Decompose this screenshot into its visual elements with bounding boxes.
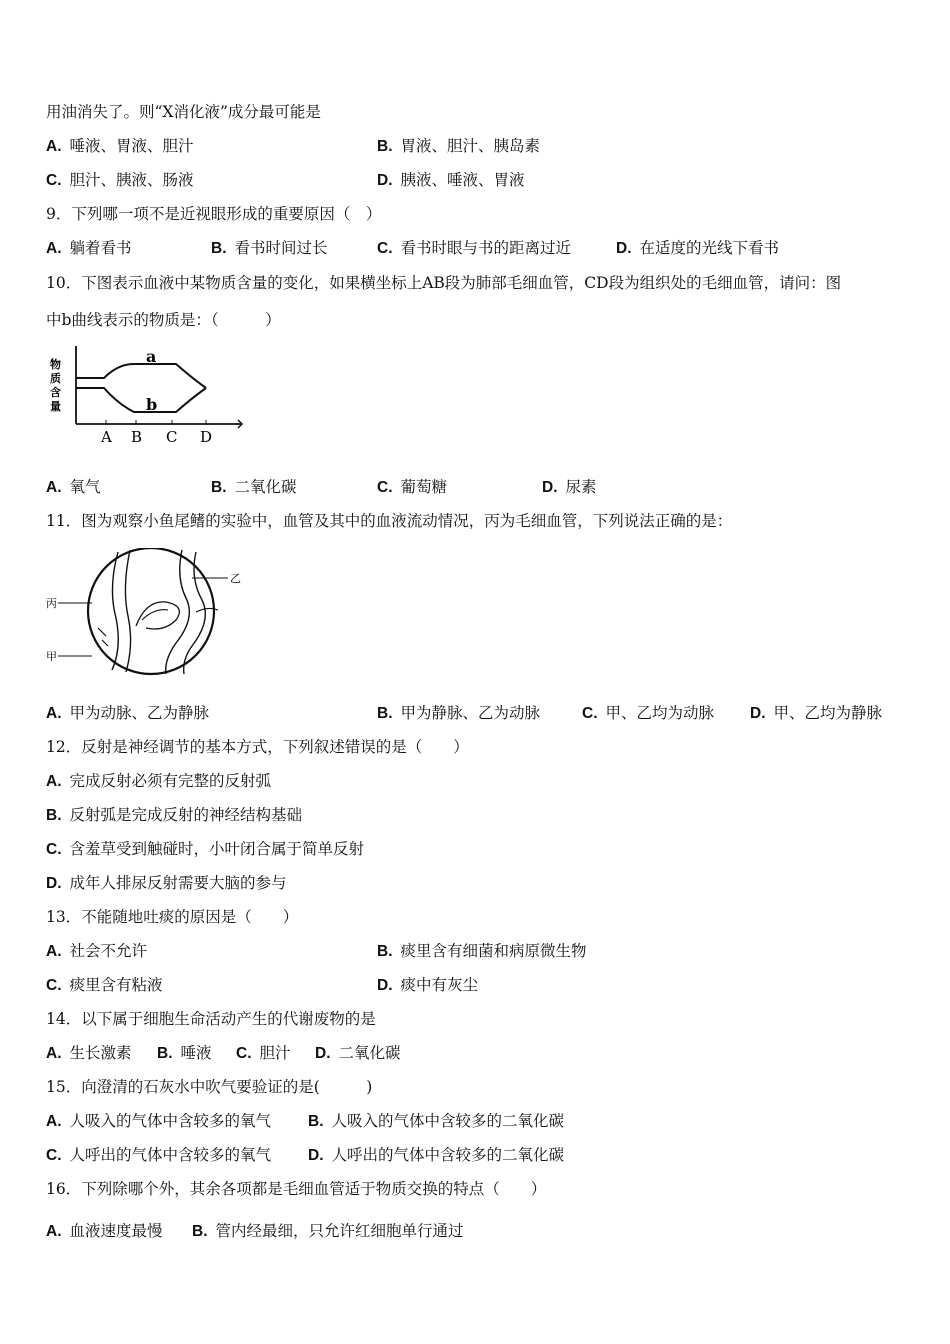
q15-stem: 15．向澄清的石灰水中吹气要验证的是( )	[46, 1078, 373, 1096]
q14-option-d[interactable]: D. 二氧化碳	[315, 1044, 401, 1062]
vessel-line	[166, 550, 190, 674]
q10-stem-line1: 10．下图表示血液中某物质含量的变化，如果横坐标上AB段为肺部毛细血管，CD段为组织处的毛细血管，请问：图	[46, 274, 842, 292]
q11-stem: 11．图为观察小鱼尾鳍的实验中，血管及其中的血液流动情况，丙为毛细血管，下列说法正确的是：	[46, 512, 733, 530]
q15-option-d[interactable]: D. 人呼出的气体中含较多的二氧化碳	[308, 1146, 565, 1164]
x-tick-label: A	[101, 428, 112, 446]
q8-option-d[interactable]: D. 胰液、唾液、胃液	[377, 171, 525, 189]
label-yi: 乙	[230, 572, 241, 585]
capillary	[136, 602, 179, 629]
q12-option-d[interactable]: D. 成年人排尿反射需要大脑的参与	[46, 874, 287, 892]
flow-arrow	[98, 628, 108, 646]
ylabel-char: 量	[50, 400, 61, 413]
q8-option-a[interactable]: A. 唾液、胃液、胆汁	[46, 137, 194, 155]
q15-option-a[interactable]: A. 人吸入的气体中含较多的氧气	[46, 1112, 272, 1130]
q9-option-c[interactable]: C. 看书时眼与书的距离过近	[377, 239, 572, 257]
label-bing: 丙	[46, 597, 57, 610]
q11-option-c[interactable]: C. 甲、乙均为动脉	[582, 704, 715, 722]
q11-option-b[interactable]: B. 甲为静脉、乙为动脉	[377, 704, 541, 722]
q12-option-b[interactable]: B. 反射弧是完成反射的神经结构基础	[46, 806, 303, 824]
q10-option-d[interactable]: D. 尿素	[542, 478, 597, 496]
vessel-line	[125, 550, 130, 672]
q12-stem: 12．反射是神经调节的基本方式，下列叙述错误的是（ ）	[46, 738, 469, 756]
microscope-view-circle	[88, 548, 214, 674]
vessel-line	[112, 552, 118, 670]
intro-text: 用油消失了。则“X消化液”成分最可能是	[46, 103, 321, 121]
q9-option-d[interactable]: D. 在适度的光线下看书	[616, 239, 780, 257]
q14-option-c[interactable]: C. 胆汁	[236, 1044, 291, 1062]
q10-option-a[interactable]: A. 氧气	[46, 478, 101, 496]
q13-option-d[interactable]: D. 痰中有灰尘	[377, 976, 479, 994]
q15-option-b[interactable]: B. 人吸入的气体中含较多的二氧化碳	[308, 1112, 565, 1130]
q8-option-b[interactable]: B. 胃液、胆汁、胰岛素	[377, 137, 541, 155]
q14-stem: 14．以下属于细胞生命活动产生的代谢废物的是	[46, 1010, 376, 1028]
curve-a-label: a	[146, 347, 157, 366]
curve-a	[76, 364, 206, 388]
curve-b-label: b	[146, 395, 158, 414]
q12-option-a[interactable]: A. 完成反射必须有完整的反射弧	[46, 772, 272, 790]
q15-option-c[interactable]: C. 人呼出的气体中含较多的氧气	[46, 1146, 272, 1164]
q13-option-c[interactable]: C. 痰里含有粘液	[46, 976, 163, 994]
q9-option-b[interactable]: B. 看书时间过长	[211, 239, 328, 257]
q8-option-c[interactable]: C. 胆汁、胰液、肠液	[46, 171, 194, 189]
curve-b	[76, 388, 206, 412]
q14-option-b[interactable]: B. 唾液	[157, 1044, 212, 1062]
q11-option-d[interactable]: D. 甲、乙均为静脉	[750, 704, 883, 722]
q10-stem-line2: 中b曲线表示的物质是：（ ）	[46, 311, 281, 329]
q11-figure	[46, 548, 256, 678]
q9-stem: 9．下列哪一项不是近视眼形成的重要原因（ ）	[46, 205, 382, 223]
q16-option-b[interactable]: B. 管内经最细，只允许红细胞单行通过	[192, 1222, 464, 1240]
x-tick-label: D	[200, 428, 213, 446]
q11-option-a[interactable]: A. 甲为动脉、乙为静脉	[46, 704, 210, 722]
x-tick-label: B	[131, 428, 143, 446]
q9-option-a[interactable]: A. 躺着看书	[46, 239, 132, 257]
x-tick-label: C	[166, 428, 178, 446]
q10-figure	[46, 342, 246, 452]
q10-option-c[interactable]: C. 葡萄糖	[377, 478, 448, 496]
ylabel-char: 物	[50, 358, 61, 371]
q12-option-c[interactable]: C. 含羞草受到触碰时，小叶闭合属于简单反射	[46, 840, 365, 858]
label-jia: 甲	[46, 650, 57, 663]
ylabel-char: 质	[50, 372, 61, 385]
q10-option-b[interactable]: B. 二氧化碳	[211, 478, 297, 496]
q16-stem: 16．下列除哪个外，其余各项都是毛细血管适于物质交换的特点（ ）	[46, 1180, 547, 1198]
q13-stem: 13．不能随地吐痰的原因是（ ）	[46, 908, 299, 926]
q13-option-a[interactable]: A. 社会不允许	[46, 942, 148, 960]
capillary	[142, 610, 168, 620]
q14-option-a[interactable]: A. 生长激素	[46, 1044, 132, 1062]
q13-option-b[interactable]: B. 痰里含有细菌和病原微生物	[377, 942, 587, 960]
q16-option-a[interactable]: A. 血液速度最慢	[46, 1222, 163, 1240]
ylabel-char: 含	[50, 386, 61, 399]
